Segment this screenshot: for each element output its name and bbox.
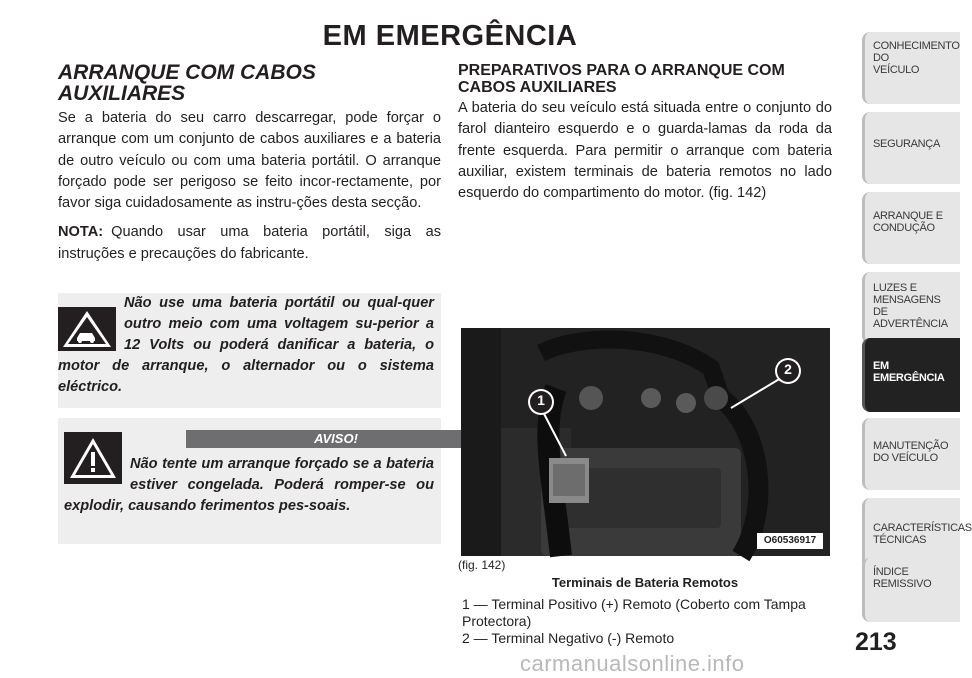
tab-em-emergencia[interactable] — [862, 338, 960, 412]
tab-luzes-e-mensagens[interactable] — [862, 272, 960, 344]
legend-item-2: 2 — Terminal Negativo (-) Remoto — [462, 630, 675, 646]
tab-label-line: CARACTERÍSTICAS — [873, 522, 972, 534]
right-column — [458, 62, 832, 204]
note-label: NOTA: — [58, 224, 104, 241]
section-heading-preparation: PREPARATIVOS PARA O ARRANQUE COM CABOS AUXILIARES — [458, 62, 785, 96]
page-number: 213 — [855, 628, 897, 656]
tab-label-line: MANUTENÇÃO — [873, 440, 949, 452]
tab-label-line: VEÍCULO — [873, 64, 920, 76]
tab-arranque-e-conducao[interactable] — [862, 192, 960, 264]
note-paragraph — [58, 222, 441, 265]
tab-label-line: ARRANQUE E — [873, 210, 943, 222]
tab-label-line: DE — [873, 306, 888, 318]
caution-text-content: Não use uma bateria portátil ou qual-quer outro meio com uma voltagem su-perior a 12 Volts ou poderá danificar a bateria, o motor de arranque, o alternador ou o sistema eléctrico. — [58, 295, 434, 395]
figure-caption: Terminais de Bateria Remotos — [551, 575, 739, 590]
warning-label: AVISO! — [186, 430, 486, 448]
callout-2: 2 — [784, 361, 792, 377]
warning-text-content: Não tente um arranque forçado se a bateria estiver congelada. Poderá romper-se ou explodir, causando ferimentos pes-soais. — [64, 456, 434, 514]
figure-reference: (fig. 142) — [458, 558, 506, 572]
tab-indice-remissivo[interactable] — [862, 558, 960, 622]
tab-label-line: CONHECIMENTO — [873, 40, 960, 52]
tab-label-line: EMERGÊNCIA — [873, 372, 945, 384]
intro-paragraph: Se a bateria do seu carro descarregar, pode forçar o arranque com um conjunto de cabos auxiliares e a bateria de outro veículo ou com uma bateria portátil. O arranque forçado pode ser perigoso se feito incor-rectamente, por favor siga cuidadosamente as instru-ções desta secção. — [58, 110, 441, 212]
page-title: EM EMERGÊNCIA — [322, 20, 578, 52]
tab-label-line: TÉCNICAS — [873, 534, 927, 546]
warning-box — [58, 418, 441, 544]
tab-label-line: LUZES E — [873, 282, 917, 294]
tab-label-line: ÍNDICE — [873, 566, 909, 578]
callout-1: 1 — [537, 392, 545, 408]
left-column — [58, 62, 441, 265]
caution-box — [58, 293, 441, 408]
preparation-paragraph: A bateria do seu veículo está situada entre o conjunto do farol dianteiro esquerdo e o guarda-lamas da roda da frente esquerda. Para permitir o arranque com bateria auxiliar, existem terminais de bateria remotos no lado esquerdo do compartimento do motor. (fig. 142) — [458, 100, 832, 202]
tab-conhecimento-do-veiculo[interactable] — [862, 32, 960, 104]
tab-seguranca[interactable] — [862, 112, 960, 184]
battery-terminals-photo — [461, 328, 830, 556]
tab-label-line: SEGURANÇA — [873, 138, 940, 150]
tab-label-line: EM — [873, 360, 889, 372]
tab-label-line: DO — [873, 52, 889, 64]
tab-label-line: REMISSIVO — [873, 578, 932, 590]
tab-label-line: CONDUÇÃO — [873, 222, 935, 234]
tab-label-line: DO VEÍCULO — [873, 452, 938, 464]
caution-text — [58, 293, 434, 398]
tab-manutencao-do-veiculo[interactable] — [862, 418, 960, 490]
tab-label-line: MENSAGENS — [873, 294, 941, 306]
watermark: carmanualsonline.info — [520, 651, 745, 676]
legend-item-1: 1 — Terminal Positivo (+) Remoto (Coberto com Tampa Protectora) — [462, 596, 806, 629]
warning-text — [64, 454, 434, 517]
photo-code: O60536917 — [763, 535, 817, 546]
note-text: Quando usar uma bateria portátil, siga as instruções e precauções do fabricante. — [58, 224, 441, 262]
section-heading-jump-start: ARRANQUE COM CABOS AUXILIARES — [58, 61, 316, 105]
tab-label-line: ADVERTÊNCIA — [873, 318, 948, 330]
